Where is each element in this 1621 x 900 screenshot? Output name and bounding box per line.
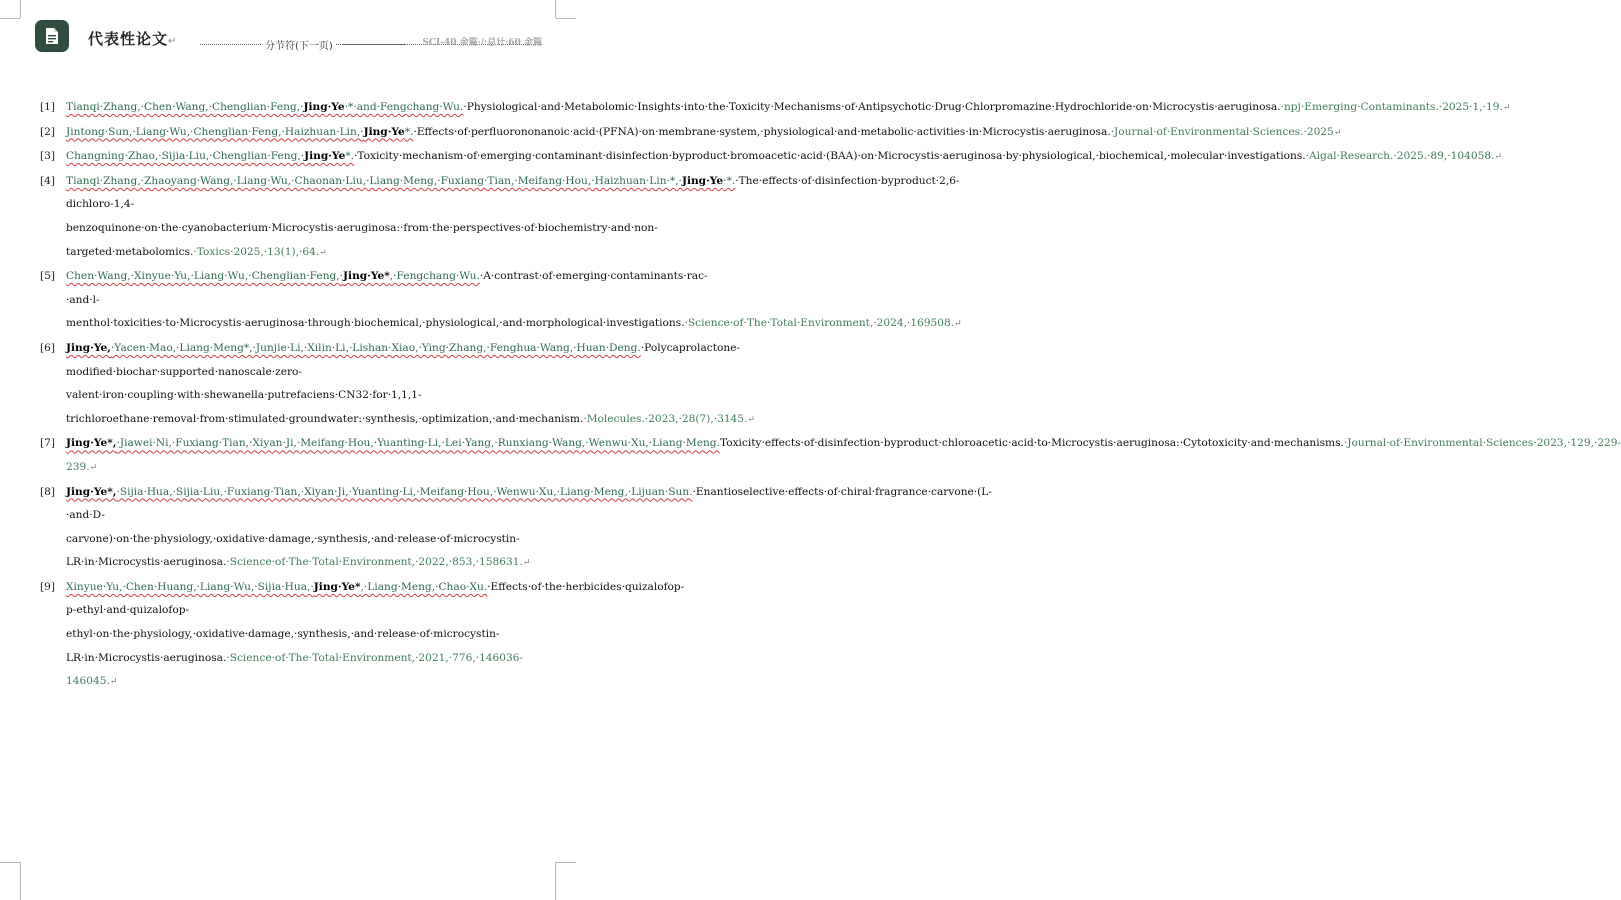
reference-item[interactable] bbox=[40, 145, 1503, 170]
paragraph-mark-icon: ↵ bbox=[1333, 127, 1342, 138]
paragraph-mark-icon: ↵ bbox=[954, 319, 962, 330]
reference-list bbox=[40, 96, 1621, 695]
paper-count: SCI-40 余篇·/·总计·60 余篇 bbox=[422, 38, 542, 48]
reference-item[interactable] bbox=[40, 265, 962, 337]
reference-journal: ·Science·of·The·Total·Environment,·2021,·776,·146036-146045. bbox=[66, 651, 524, 688]
reference-journal: ·npj·Emerging·Contaminants.·2025·1,·19. bbox=[1280, 101, 1503, 113]
reference-number: [9] bbox=[40, 580, 56, 593]
reference-highlighted-author: Jing·Ye*, bbox=[66, 485, 117, 498]
reference-title: ·Enantioselective·effects·of·chiral·fragrance·carvone·(L-·and·D-carvone)·on·the·physiology,·oxidative·damage,·synthesis,·and·release·of·microcystin-LR·in·Microcystis·aeruginosa. bbox=[66, 485, 992, 569]
reference-title: ·Toxicity·mechanism·of·emerging·contaminant·disinfection·byproduct·bromoacetic·acid·(BAA)·on·Microcystis·aeruginosa·by·physiological,·biochemical,·molecular·investigations. bbox=[353, 150, 1306, 163]
reference-authors: ·Yacen·Mao,·Liang·Meng*,·Junjie·Li,·Xilin·Li,·Lishan·Xiao,·Ying·Zhang,·Fenghua·Wang,·Huan·Deng. bbox=[110, 341, 641, 354]
reference-number: [5] bbox=[40, 270, 56, 283]
reference-title: ·Effects·of·the·herbicides·quizalofop-p-ethyl·and·quizalofop-ethyl·on·the·physiology,·oxidative·damage,·synthesis,·and·release·of·microcystin-LR·in·Microcystis·aeruginosa. bbox=[66, 580, 685, 664]
reference-journal: ·Science·of·The·Total·Environment,·2022,·853,·158631. bbox=[226, 556, 523, 569]
section-header bbox=[0, 0, 576, 70]
reference-authors: Changning·Zhao,·Sijia·Liu,·Chenglian·Feng,· bbox=[66, 150, 305, 163]
reference-number: [3] bbox=[40, 150, 56, 163]
reference-authors: Chen·Wang,·Xinyue·Yu,·Liang·Wu,·Chenglian·Feng,· bbox=[66, 270, 344, 283]
reference-title: ·Effects·of·perfluorononanoic·acid·(PFNA)·on·membrane·system,·physiological·and·metabolic·activities·in·Microcystis·aeruginosa. bbox=[413, 125, 1111, 138]
reference-title: Toxicity·effects·of·disinfection·byproduct·chloroacetic·acid·to·Microcystis·aeruginosa:·Cytotoxicity·and·mechanisms. bbox=[719, 437, 1344, 450]
reference-highlighted-author: Jing·Ye* bbox=[343, 270, 390, 283]
paragraph-mark-icon: ↵ bbox=[1502, 103, 1511, 113]
reference-authors: ·Jiawei·Ni,·Fuxiang·Tian,·Xiyan·Ji,·Meifang·Hou,·Yuanting·Li,·Lei·Yang,·Runxiang·Wang,·Wenwu·Xu,·Liang·Meng. bbox=[116, 437, 720, 450]
reference-item[interactable] bbox=[40, 170, 960, 265]
reference-title: ·The·effects·of·disinfection·byproduct·2,6-dichloro-1,4-benzoquinone·on·the·cyanobacterium·Microcystis·aeruginosa:·from·the·perspectives·of·biochemistry·and·non-targeted·metabolomics. bbox=[66, 174, 960, 258]
reference-title: ·A·contrast·of·emerging·contaminants·rac-·and·l-menthol·toxicities·to·Microcystis·aeruginosa·through·biochemical,·physiological,·and·morphological·investigations. bbox=[66, 270, 708, 330]
reference-authors: ,·Liang·Meng,·Chao·Xu. bbox=[360, 580, 488, 593]
crop-mark bbox=[556, 862, 576, 863]
paragraph-mark-icon: ↵ bbox=[109, 677, 118, 688]
reference-highlighted-author: Jing·Ye bbox=[304, 150, 346, 163]
reference-journal: ·Science·of·The·Total·Environment,·2024,·169508. bbox=[684, 317, 955, 330]
reference-title: ·Polycaprolactone-modified·biochar·supported·nanoscale·zero-valent·iron·coupling·with·shewanella·putrefaciens·CN32·for·1,1,1-trichloroethane·removal·from·stimulated·groundwater:·synthesis,·optimization,·and·mechanism. bbox=[66, 341, 740, 425]
reference-highlighted-author: Jing·Ye bbox=[363, 125, 405, 138]
reference-highlighted-author: Jing·Ye*, bbox=[66, 437, 117, 450]
paragraph-mark-icon: ↵ bbox=[747, 414, 755, 425]
document-icon bbox=[35, 20, 69, 52]
reference-authors: Jintong·Sun,·Liang·Wu,·Chenglian·Feng,·Haizhuan·Lin,· bbox=[66, 125, 364, 138]
reference-item[interactable] bbox=[40, 576, 685, 695]
reference-authors: ,·Fengchang·Wu. bbox=[389, 270, 480, 283]
reference-item[interactable] bbox=[40, 96, 1511, 121]
crop-mark bbox=[20, 862, 21, 900]
paragraph-mark-icon: ↵ bbox=[1494, 152, 1503, 163]
reference-authors: ·Sijia·Hua,·Sijia·Liu,·Fuxiang·Tian,·Xiyan·Ji,·Yuanting·Li,·Meifang·Hou,·Wenwu·Xu,·Liang·Meng,·Lijuan·Sun. bbox=[116, 485, 693, 498]
reference-number: [4] bbox=[40, 174, 56, 187]
reference-highlighted-author: Jing·Ye bbox=[303, 101, 345, 113]
reference-number: [6] bbox=[40, 341, 56, 354]
crop-mark bbox=[555, 862, 556, 900]
reference-number: [7] bbox=[40, 437, 56, 450]
reference-authors: Tianqi·Zhang,·Chen·Wang,·Chenglian·Feng,· bbox=[66, 101, 304, 113]
reference-authors: Xinyue·Yu,·Chen·Huang,·Liang·Wu,·Sijia·Hua,· bbox=[66, 580, 314, 593]
reference-authors: *. bbox=[345, 150, 354, 163]
reference-authors: ·*. bbox=[723, 174, 736, 187]
reference-highlighted-author: Jing·Ye, bbox=[66, 341, 111, 354]
reference-item[interactable] bbox=[40, 432, 1621, 480]
reference-journal: ·Journal·of·Environmental·Sciences·2023,·129,·229-239. bbox=[66, 437, 1621, 473]
reference-highlighted-author: Jing·Ye bbox=[681, 174, 724, 187]
reference-title: ·Physiological·and·Metabolomic·Insights·into·the·Toxicity·Mechanisms·of·Antipsychotic·Drug·Chlorpromazine·Hydrochloride·on·Microcystis·aeruginosa. bbox=[463, 101, 1281, 113]
reference-authors: *. bbox=[404, 125, 414, 138]
reference-journal: ·Algal·Research.·2025.·89,·104058. bbox=[1305, 150, 1495, 163]
paragraph-mark-icon: ↵ bbox=[319, 247, 327, 258]
reference-item[interactable] bbox=[40, 481, 992, 576]
reference-highlighted-author: Jing·Ye* bbox=[313, 580, 361, 593]
reference-number: [1] bbox=[40, 101, 56, 113]
reference-number: [8] bbox=[40, 485, 56, 498]
page-title: 代表性论文↵ bbox=[88, 30, 178, 48]
paragraph-mark-icon: ↵ bbox=[522, 558, 531, 569]
paragraph-mark-icon: ↵ bbox=[89, 462, 98, 473]
reference-item[interactable] bbox=[40, 337, 755, 432]
section-break-label: 分节符(下一页) bbox=[262, 37, 336, 52]
crop-mark bbox=[0, 862, 20, 863]
reference-journal: ·Toxics·2025,·13(1),·64. bbox=[193, 245, 320, 258]
reference-journal: ·Journal·of·Environmental·Sciences.·2025 bbox=[1110, 125, 1334, 138]
reference-authors: ·*·and·Fengchang·Wu. bbox=[344, 101, 464, 113]
reference-item[interactable] bbox=[40, 121, 1342, 146]
reference-number: [2] bbox=[40, 125, 56, 138]
reference-journal: ·Molecules.·2023,·28(7),·3145. bbox=[583, 412, 748, 425]
reference-authors: Tianqi·Zhang,·Zhaoyang·Wang,·Liang·Wu,·Chaonan·Liu,·Liang·Meng,·Fuxiang·Tian,·Meifang·Hou,·Haizhuan·Lin·*,· bbox=[66, 174, 682, 187]
